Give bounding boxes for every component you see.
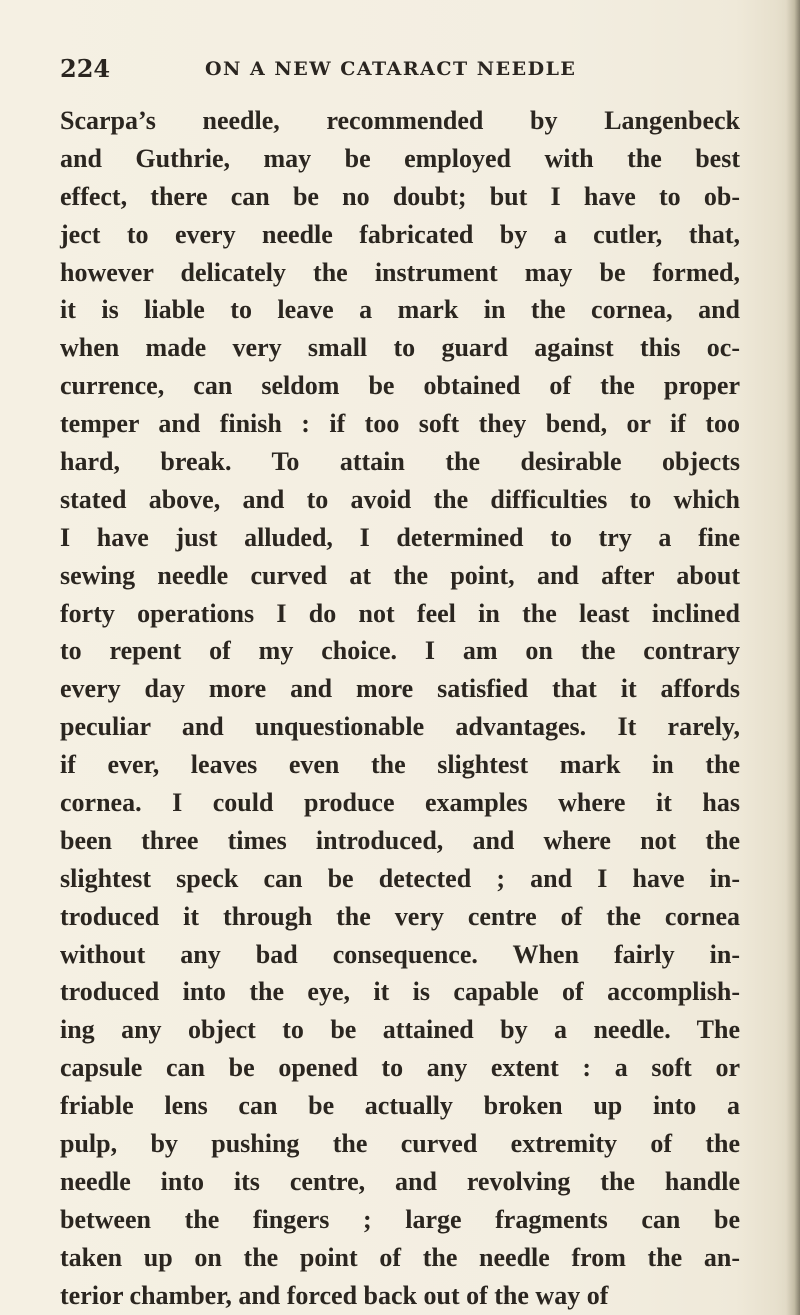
text-line: hard, break. To attain the desirable objects: [60, 447, 740, 477]
text-line: friable lens can be actually broken up into a: [60, 1091, 740, 1121]
text-line: forty operations I do not feel in the least inclined: [60, 598, 740, 628]
text-line: if ever, leaves even the slightest mark in the: [60, 750, 740, 780]
running-head: ON A NEW CATARACT NEEDLE: [205, 58, 577, 80]
text-line: terior chamber, and forced back out of the way of: [60, 1280, 609, 1310]
page-number: 224: [60, 54, 111, 83]
text-line: been three times introduced, and where not the: [60, 825, 740, 855]
text-line: between the fingers ; large fragments can be: [60, 1204, 740, 1234]
text-line: slightest speck can be detected ; and I have in-: [60, 863, 740, 893]
text-line: troduced into the eye, it is capable of accomplish-: [60, 977, 740, 1007]
text-line: it is liable to leave a mark in the cornea, and: [60, 295, 740, 325]
text-line: troduced it through the very centre of the cornea: [60, 901, 740, 931]
text-line: I have just alluded, I determined to try a fine: [60, 522, 740, 552]
text-line: every day more and more satisfied that it affords: [60, 674, 740, 704]
text-line: without any bad consequence. When fairly in-: [60, 939, 740, 969]
text-line: to repent of my choice. I am on the contrary: [60, 636, 740, 666]
page-header: [60, 52, 740, 92]
text-line: capsule can be opened to any extent : a soft or: [60, 1053, 740, 1083]
page-edge-shadow: [786, 0, 800, 1315]
text-line: when made very small to guard against this oc-: [60, 333, 740, 363]
text-line: pulp, by pushing the curved extremity of the: [60, 1129, 740, 1159]
text-line: and Guthrie, may be employed with the best: [60, 143, 740, 173]
text-line: needle into its centre, and revolving the handle: [60, 1166, 740, 1196]
text-line: cornea. I could produce examples where it has: [60, 788, 740, 818]
text-line: effect, there can be no doubt; but I have to ob-: [60, 181, 740, 211]
text-line: however delicately the instrument may be formed,: [60, 257, 740, 287]
text-line: ject to every needle fabricated by a cutler, that,: [60, 219, 740, 249]
text-line: ing any object to be attained by a needle. The: [60, 1015, 740, 1045]
text-line: currence, can seldom be obtained of the proper: [60, 371, 740, 401]
text-line: temper and finish : if too soft they bend, or if too: [60, 409, 740, 439]
text-line: peculiar and unquestionable advantages. It rarely,: [60, 712, 740, 742]
body-text: [60, 102, 740, 1315]
text-line: taken up on the point of the needle from the an-: [60, 1242, 740, 1272]
text-line: sewing needle curved at the point, and after about: [60, 560, 740, 590]
text-line: Scarpa’s needle, recommended by Langenbeck: [60, 106, 740, 135]
text-line: stated above, and to avoid the difficulties to which: [60, 484, 740, 514]
